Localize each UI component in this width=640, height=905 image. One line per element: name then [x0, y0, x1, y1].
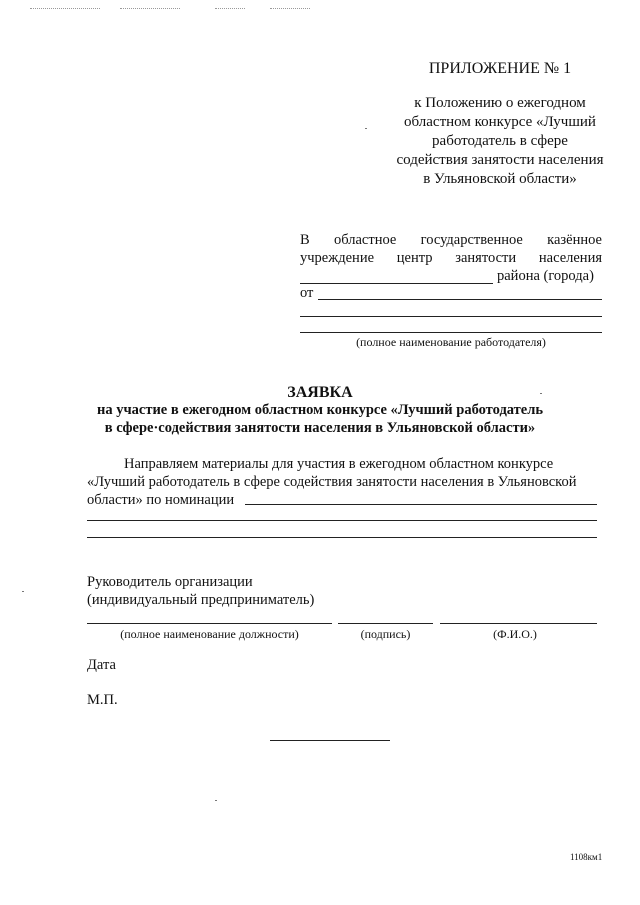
appendix-title: ПРИЛОЖЕНИЕ № 1: [428, 60, 572, 77]
date-label: Дата: [87, 657, 116, 673]
nomination-blank-line[interactable]: [87, 537, 597, 538]
addressee-word: населения: [538, 250, 602, 266]
scan-artifact: [30, 8, 100, 9]
body-paragraph-line-3: области» по номинации: [87, 492, 235, 508]
addressee-line-1: [300, 232, 602, 250]
full-name-blank-line[interactable]: [440, 623, 597, 624]
appendix-reference: [380, 94, 620, 189]
addressee-word: государственное: [420, 232, 523, 248]
nomination-blank-line[interactable]: [87, 520, 597, 521]
signature-blank-line[interactable]: [338, 623, 433, 624]
appendix-reference-line: в Ульяновской области»: [423, 171, 577, 187]
application-title: ЗАЯВКА: [287, 384, 353, 401]
appendix-reference-line: областном конкурсе «Лучший: [404, 114, 596, 130]
scan-artifact: [270, 8, 310, 9]
signature-caption: (подпись): [360, 627, 411, 641]
addressee-line-2: [300, 250, 602, 268]
from-label: от: [300, 285, 314, 301]
scan-speck: [215, 800, 217, 801]
closing-separator: [270, 740, 390, 741]
position-caption: (полное наименование должности): [120, 627, 299, 641]
employer-caption: (полное наименование работодателя): [356, 335, 546, 349]
addressee-word: центр: [396, 250, 433, 266]
addressee-word: областное: [333, 232, 397, 248]
position-blank-line[interactable]: [87, 623, 332, 624]
application-subtitle-line-2: в сфере·содействия занятости населения в Ульяновской области»: [104, 420, 536, 436]
appendix-reference-line: к Положению о ежегодном: [414, 95, 586, 111]
application-subtitle-line-1: на участие в ежегодном областном конкурсе «Лучший работодатель: [96, 402, 544, 418]
appendix-reference-line: работодатель в сфере: [432, 133, 568, 149]
scan-artifact: [215, 8, 245, 9]
body-paragraph-line-2: «Лучший работодатель в сфере содействия занятости населения в Ульяновской: [87, 474, 577, 490]
signatory-label-line-2: (индивидуальный предприниматель): [87, 592, 315, 608]
addressee-word: занятости: [455, 250, 517, 266]
scan-speck: [365, 128, 367, 129]
addressee-word: казённое: [547, 232, 602, 248]
scan-artifact: [120, 8, 180, 9]
footer-code: 1108км1: [570, 852, 603, 862]
scan-speck: [540, 393, 542, 394]
signatory-label-line-1: Руководитель организации: [87, 574, 253, 590]
employer-blank-line[interactable]: [300, 332, 602, 333]
body-paragraph-line-1: Направляем материалы для участия в ежегодном областном конкурсе: [124, 456, 554, 472]
nomination-blank-line[interactable]: [245, 504, 597, 505]
employer-blank-line[interactable]: [318, 299, 602, 300]
appendix-reference-line: содействия занятости населения: [396, 152, 604, 168]
district-suffix: района (города): [497, 268, 594, 284]
addressee-word: учреждение: [300, 250, 375, 266]
scan-speck: [22, 591, 24, 592]
employer-blank-line[interactable]: [300, 316, 602, 317]
full-name-caption: (Ф.И.О.): [493, 627, 537, 641]
district-blank-line: [300, 283, 493, 284]
seal-label: М.П.: [87, 692, 118, 708]
addressee-word: В: [300, 232, 310, 248]
